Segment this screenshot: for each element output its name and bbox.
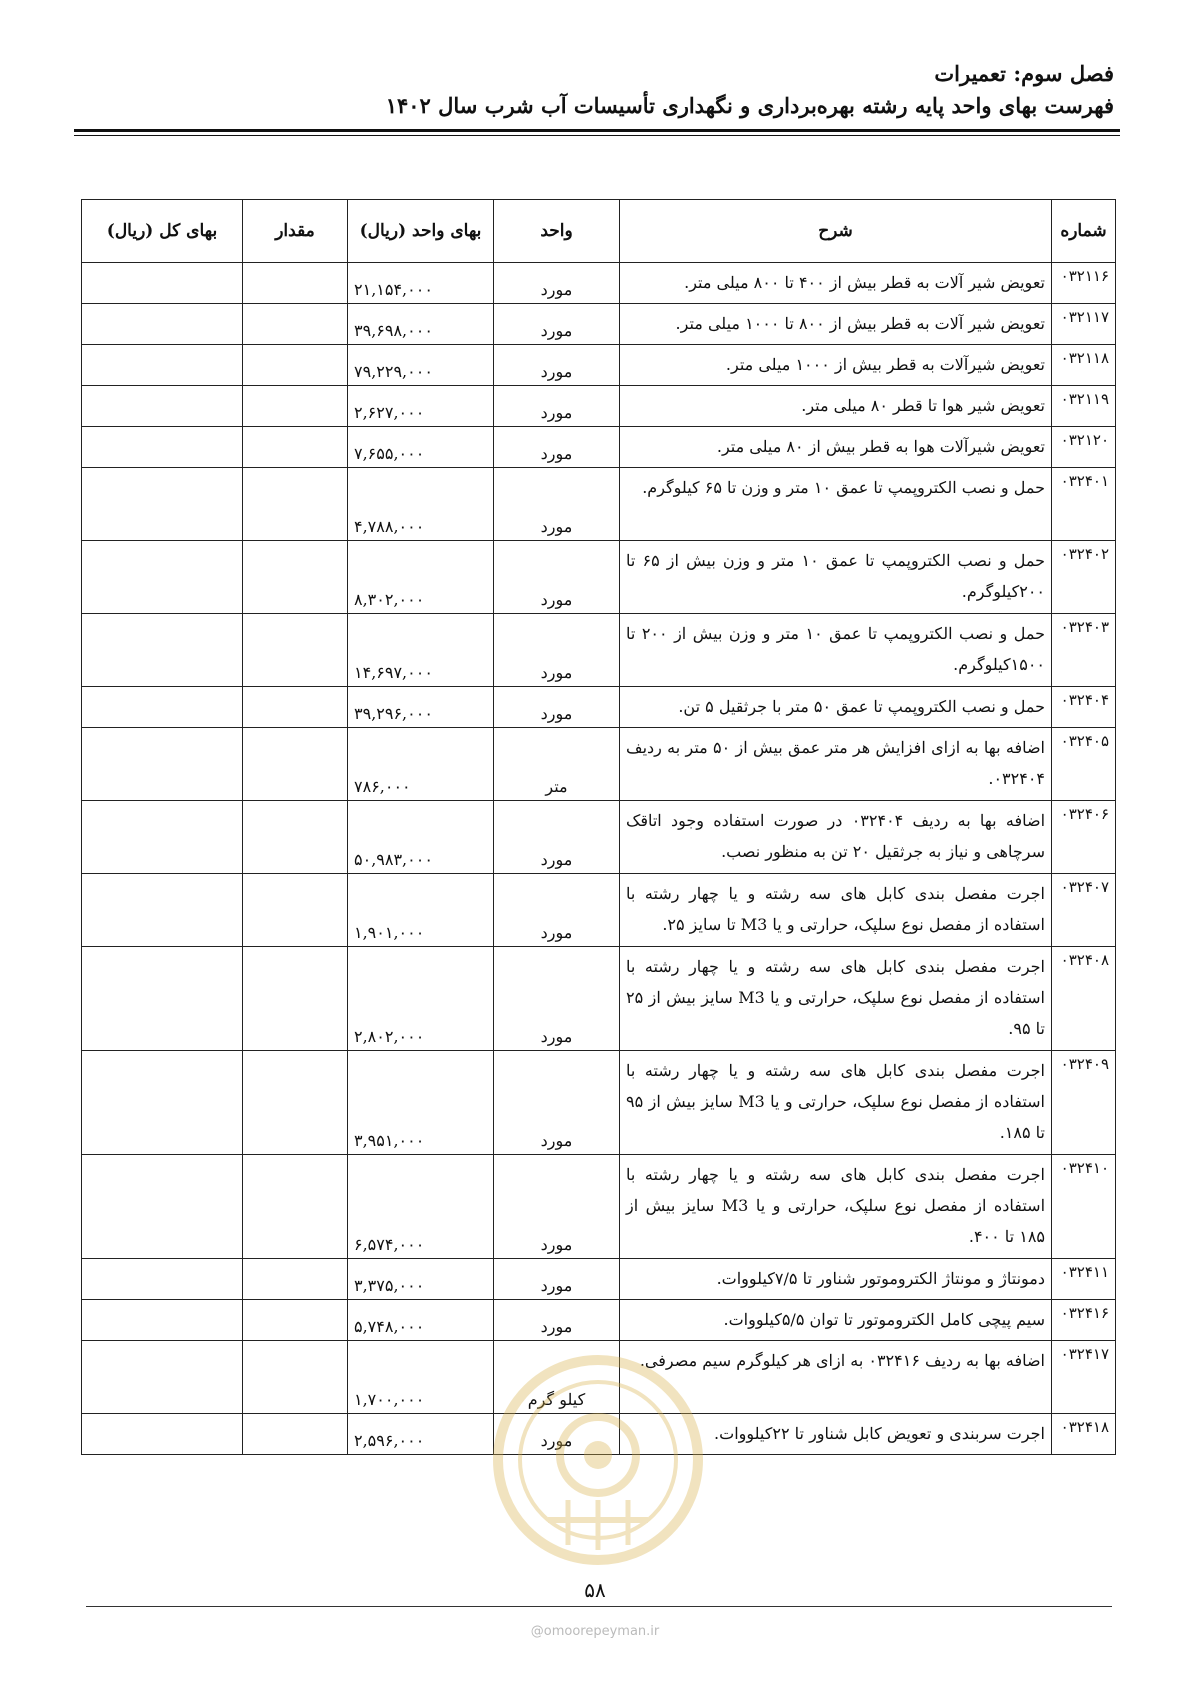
row-description: حمل و نصب الکتروپمپ تا عمق ۵۰ متر با جرثقیل ۵ تن. xyxy=(620,687,1052,728)
row-unit: مورد xyxy=(494,1300,620,1341)
table-header-row xyxy=(82,200,1116,263)
row-number: ۰۳۲۴۰۶ xyxy=(1052,801,1116,874)
row-unit-price: ۲,۶۲۷,۰۰۰ xyxy=(348,386,494,427)
row-unit-price: ۶,۵۷۴,۰۰۰ xyxy=(348,1155,494,1259)
column-header-unit: واحد xyxy=(494,200,620,263)
table-row xyxy=(82,1155,1116,1259)
row-description: تعویض شیر آلات به قطر بیش از ۴۰۰ تا ۸۰۰ میلی متر. xyxy=(620,263,1052,304)
row-unit-price: ۸,۳۰۲,۰۰۰ xyxy=(348,541,494,614)
row-unit: مورد xyxy=(494,427,620,468)
row-total-price xyxy=(82,947,243,1051)
row-number: ۰۳۲۴۰۸ xyxy=(1052,947,1116,1051)
row-unit-price: ۱,۹۰۱,۰۰۰ xyxy=(348,874,494,947)
row-total-price xyxy=(82,1300,243,1341)
row-unit: مورد xyxy=(494,304,620,345)
table-row xyxy=(82,541,1116,614)
column-header-description: شرح xyxy=(620,200,1052,263)
table-body xyxy=(82,263,1116,1455)
row-unit: مورد xyxy=(494,1259,620,1300)
row-unit-price: ۷,۶۵۵,۰۰۰ xyxy=(348,427,494,468)
row-number: ۰۳۲۴۰۴ xyxy=(1052,687,1116,728)
table-row xyxy=(82,874,1116,947)
row-description: اجرت مفصل بندی کابل های سه رشته و یا چهار رشته با استفاده از مفصل نوع سلپک، حرارتی و یا M3 سایز بیش از ۱۸۵ تا ۴۰۰. xyxy=(620,1155,1052,1259)
footer-site-watermark: @omoorepeyman.ir xyxy=(530,1624,660,1639)
row-description: تعویض شیر آلات به قطر بیش از ۸۰۰ تا ۱۰۰۰ میلی متر. xyxy=(620,304,1052,345)
row-unit-price: ۲,۵۹۶,۰۰۰ xyxy=(348,1414,494,1455)
column-header-quantity: مقدار xyxy=(243,200,348,263)
row-total-price xyxy=(82,345,243,386)
row-quantity xyxy=(243,801,348,874)
row-quantity xyxy=(243,1414,348,1455)
header-rule-thin xyxy=(74,135,1120,136)
row-number: ۰۳۲۱۱۶ xyxy=(1052,263,1116,304)
row-unit: مورد xyxy=(494,1414,620,1455)
row-unit-price: ۴,۷۸۸,۰۰۰ xyxy=(348,468,494,541)
row-number: ۰۳۲۴۰۱ xyxy=(1052,468,1116,541)
row-total-price xyxy=(82,1341,243,1414)
row-quantity xyxy=(243,1300,348,1341)
row-unit: مورد xyxy=(494,1155,620,1259)
row-unit: مورد xyxy=(494,687,620,728)
row-description: اجرت مفصل بندی کابل های سه رشته و یا چهار رشته با استفاده از مفصل نوع سلپک، حرارتی و یا M3 سایز بیش از ۲۵ تا ۹۵. xyxy=(620,947,1052,1051)
table-row xyxy=(82,1341,1116,1414)
row-unit: مورد xyxy=(494,874,620,947)
row-total-price xyxy=(82,728,243,801)
header-rule-thick xyxy=(74,129,1120,132)
table-row xyxy=(82,304,1116,345)
row-description: دمونتاژ و مونتاژ الکتروموتور شناور تا ۷/۵کیلووات. xyxy=(620,1259,1052,1300)
row-unit-price: ۳۹,۲۹۶,۰۰۰ xyxy=(348,687,494,728)
table-row xyxy=(82,801,1116,874)
row-unit-price: ۱,۷۰۰,۰۰۰ xyxy=(348,1341,494,1414)
row-unit-price: ۵۰,۹۸۳,۰۰۰ xyxy=(348,801,494,874)
row-description: اجرت مفصل بندی کابل های سه رشته و یا چهار رشته با استفاده از مفصل نوع سلپک، حرارتی و یا M3 تا سایز ۲۵. xyxy=(620,874,1052,947)
row-unit: مورد xyxy=(494,541,620,614)
table-row xyxy=(82,728,1116,801)
row-number: ۰۳۲۴۰۵ xyxy=(1052,728,1116,801)
column-header-number: شماره xyxy=(1052,200,1116,263)
row-quantity xyxy=(243,541,348,614)
table-row xyxy=(82,427,1116,468)
table-row xyxy=(82,1414,1116,1455)
row-unit-price: ۳۹,۶۹۸,۰۰۰ xyxy=(348,304,494,345)
row-unit: مورد xyxy=(494,263,620,304)
row-number: ۰۳۲۴۱۱ xyxy=(1052,1259,1116,1300)
footer-rule xyxy=(86,1606,1112,1607)
row-description: تعویض شیرآلات به قطر بیش از ۱۰۰۰ میلی متر. xyxy=(620,345,1052,386)
row-number: ۰۳۲۴۰۹ xyxy=(1052,1051,1116,1155)
row-quantity xyxy=(243,1155,348,1259)
row-total-price xyxy=(82,541,243,614)
row-quantity xyxy=(243,728,348,801)
row-total-price xyxy=(82,614,243,687)
table-row xyxy=(82,1051,1116,1155)
row-unit-price: ۷۹,۲۲۹,۰۰۰ xyxy=(348,345,494,386)
row-description: اجرت مفصل بندی کابل های سه رشته و یا چهار رشته با استفاده از مفصل نوع سلپک، حرارتی و یا M3 سایز بیش از ۹۵ تا ۱۸۵. xyxy=(620,1051,1052,1155)
page-header xyxy=(74,58,1114,122)
row-total-price xyxy=(82,468,243,541)
table-row xyxy=(82,1259,1116,1300)
row-quantity xyxy=(243,1341,348,1414)
row-description: اضافه بها به ردیف ۰۳۲۴۰۴ در صورت استفاده وجود اتاقک سرچاهی و نیاز به جرثقیل ۲۰ تن به منظور نصب. xyxy=(620,801,1052,874)
row-description: اضافه بها به ازای افزایش هر متر عمق بیش از ۵۰ متر به ردیف ۰۳۲۴۰۴. xyxy=(620,728,1052,801)
row-description: اجرت سربندی و تعویض کابل شناور تا ۲۲کیلووات. xyxy=(620,1414,1052,1455)
row-number: ۰۳۲۴۰۳ xyxy=(1052,614,1116,687)
row-description: حمل و نصب الکتروپمپ تا عمق ۱۰ متر و وزن بیش از ۶۵ تا ۲۰۰کیلوگرم. xyxy=(620,541,1052,614)
row-quantity xyxy=(243,874,348,947)
row-unit-price: ۲۱,۱۵۴,۰۰۰ xyxy=(348,263,494,304)
row-unit: مورد xyxy=(494,468,620,541)
row-total-price xyxy=(82,687,243,728)
row-number: ۰۳۲۴۱۷ xyxy=(1052,1341,1116,1414)
row-total-price xyxy=(82,304,243,345)
row-number: ۰۳۲۴۰۲ xyxy=(1052,541,1116,614)
row-number: ۰۳۲۱۱۸ xyxy=(1052,345,1116,386)
column-header-total-price: بهای کل (ریال) xyxy=(82,200,243,263)
price-table xyxy=(81,199,1116,1455)
row-number: ۰۳۲۴۱۸ xyxy=(1052,1414,1116,1455)
row-unit-price: ۳,۳۷۵,۰۰۰ xyxy=(348,1259,494,1300)
row-total-price xyxy=(82,1259,243,1300)
row-quantity xyxy=(243,947,348,1051)
row-unit: مورد xyxy=(494,801,620,874)
table-row xyxy=(82,468,1116,541)
row-number: ۰۳۲۱۲۰ xyxy=(1052,427,1116,468)
table-row xyxy=(82,345,1116,386)
document-subtitle: فهرست بهای واحد پایه رشته بهره‌برداری و نگهداری تأسیسات آب شرب سال ۱۴۰۲ xyxy=(385,93,1114,118)
row-number: ۰۳۲۴۱۰ xyxy=(1052,1155,1116,1259)
row-unit-price: ۷۸۶,۰۰۰ xyxy=(348,728,494,801)
column-header-unit-price: بهای واحد (ریال) xyxy=(348,200,494,263)
row-unit: متر xyxy=(494,728,620,801)
chapter-title: فصل سوم: تعمیرات xyxy=(934,61,1114,86)
page-number: ۵۸ xyxy=(584,1578,606,1602)
table-row xyxy=(82,614,1116,687)
row-unit: مورد xyxy=(494,947,620,1051)
row-number: ۰۳۲۱۱۹ xyxy=(1052,386,1116,427)
row-unit-price: ۲,۸۰۲,۰۰۰ xyxy=(348,947,494,1051)
row-number: ۰۳۲۴۱۶ xyxy=(1052,1300,1116,1341)
table-row xyxy=(82,1300,1116,1341)
row-description: تعویض شیر هوا تا قطر ۸۰ میلی متر. xyxy=(620,386,1052,427)
row-unit: مورد xyxy=(494,1051,620,1155)
row-unit: مورد xyxy=(494,386,620,427)
row-number: ۰۳۲۱۱۷ xyxy=(1052,304,1116,345)
row-quantity xyxy=(243,1259,348,1300)
row-quantity xyxy=(243,1051,348,1155)
table-row xyxy=(82,947,1116,1051)
row-total-price xyxy=(82,386,243,427)
row-description: حمل و نصب الکتروپمپ تا عمق ۱۰ متر و وزن تا ۶۵ کیلوگرم. xyxy=(620,468,1052,541)
table-row xyxy=(82,386,1116,427)
row-description: اضافه بها به ردیف ۰۳۲۴۱۶ به ازای هر کیلوگرم سیم مصرفی. xyxy=(620,1341,1052,1414)
row-total-price xyxy=(82,1051,243,1155)
row-quantity xyxy=(243,614,348,687)
row-quantity xyxy=(243,468,348,541)
row-description: سیم پیچی کامل الکتروموتور تا توان ۵/۵کیلووات. xyxy=(620,1300,1052,1341)
row-total-price xyxy=(82,1155,243,1259)
row-total-price xyxy=(82,1414,243,1455)
row-unit: کیلو گرم xyxy=(494,1341,620,1414)
table-row xyxy=(82,687,1116,728)
row-description: حمل و نصب الکتروپمپ تا عمق ۱۰ متر و وزن بیش از ۲۰۰ تا ۱۵۰۰کیلوگرم. xyxy=(620,614,1052,687)
row-total-price xyxy=(82,874,243,947)
row-quantity xyxy=(243,263,348,304)
row-unit: مورد xyxy=(494,614,620,687)
row-quantity xyxy=(243,345,348,386)
row-unit: مورد xyxy=(494,345,620,386)
row-quantity xyxy=(243,304,348,345)
row-number: ۰۳۲۴۰۷ xyxy=(1052,874,1116,947)
row-quantity xyxy=(243,687,348,728)
row-quantity xyxy=(243,386,348,427)
row-description: تعویض شیرآلات هوا به قطر بیش از ۸۰ میلی متر. xyxy=(620,427,1052,468)
row-total-price xyxy=(82,427,243,468)
row-total-price xyxy=(82,801,243,874)
row-unit-price: ۱۴,۶۹۷,۰۰۰ xyxy=(348,614,494,687)
row-unit-price: ۳,۹۵۱,۰۰۰ xyxy=(348,1051,494,1155)
row-quantity xyxy=(243,427,348,468)
row-unit-price: ۵,۷۴۸,۰۰۰ xyxy=(348,1300,494,1341)
table-row xyxy=(82,263,1116,304)
row-total-price xyxy=(82,263,243,304)
